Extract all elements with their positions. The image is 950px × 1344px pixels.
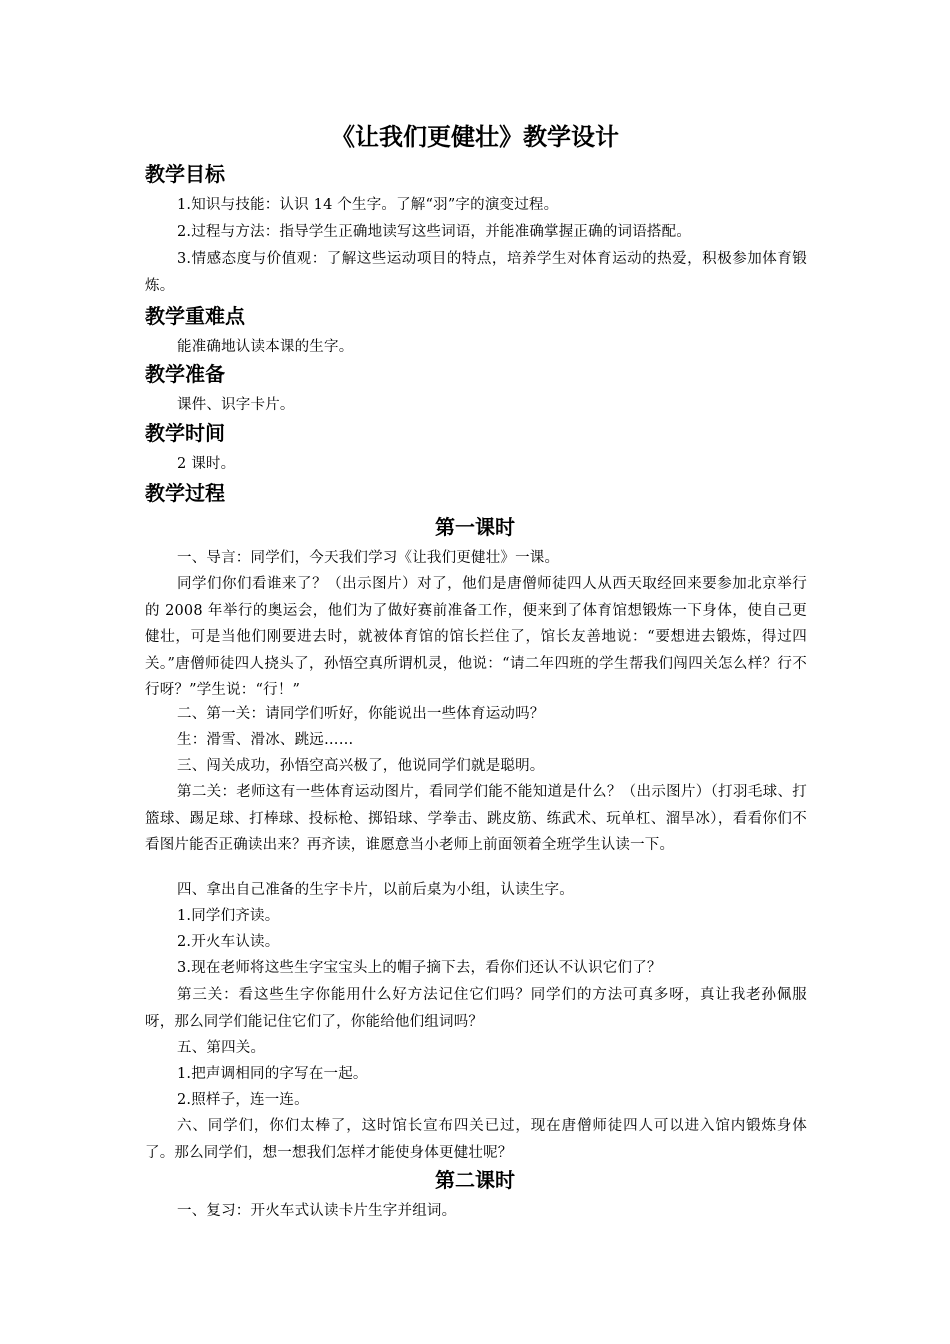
lesson1-paragraph: 二、第一关：请同学们听好，你能说出一些体育运动吗？ <box>177 706 545 722</box>
heading-preparation: 教学准备 <box>145 362 225 386</box>
lesson2-paragraph: 一、复习：开火车式认读卡片生字并组词。 <box>177 1203 457 1219</box>
lesson1-paragraph: 2.开火车认读。 <box>177 934 280 950</box>
heading-key-points: 教学重难点 <box>145 304 245 328</box>
lesson1-paragraph: 1.把声调相同的字写在一起。 <box>177 1066 368 1082</box>
goal-item: 2.过程与方法：指导学生正确地读写这些词语，并能准确掌握正确的词语搭配。 <box>177 224 692 240</box>
goal-item: 1.知识与技能：认识 14 个生字。了解“羽”字的演变过程。 <box>177 197 559 213</box>
heading-process: 教学过程 <box>145 481 225 505</box>
document-title: 《让我们更健壮》教学设计 <box>331 123 619 151</box>
key-points-text: 能准确地认读本课的生字。 <box>177 339 354 355</box>
goal-item: 3.情感态度与价值观：了解这些运动项目的特点，培养学生对体育运动的热爱，积极参加体育锻炼。 <box>145 251 807 294</box>
heading-time: 教学时间 <box>145 421 225 445</box>
lesson2-heading: 第二课时 <box>435 1168 515 1192</box>
lesson1-paragraph: 1.同学们齐读。 <box>177 908 280 924</box>
preparation-text: 课件、识字卡片。 <box>177 397 295 413</box>
lesson1-paragraph: 一、导言：同学们，今天我们学习《让我们更健壮》一课。 <box>177 550 560 566</box>
lesson1-heading: 第一课时 <box>435 515 515 539</box>
lesson1-paragraph: 第三关：看这些生字你能用什么好方法记住它们吗？同学们的方法可真多呀，真让我老孙佩服呀，那么同学们能记住它们了，你能给他们组词吗？ <box>145 987 807 1030</box>
heading-goals: 教学目标 <box>145 162 225 186</box>
lesson1-paragraph: 六、同学们，你们太棒了，这时馆长宣布四关已过，现在唐僧师徒四人可以进入馆内锻炼身体了。那么同学们，想一想我们怎样才能使身体更健壮呢？ <box>145 1118 807 1161</box>
lesson1-paragraph: 第二关：老师这有一些体育运动图片，看同学们能不能知道是什么？（出示图片）（打羽毛球、打篮球、踢足球、打棒球、投标枪、掷铅球、学拳击、跳皮筋、练武术、玩单杠、溜旱冰），看看你们不看图片能否正确读出来？再齐读，谁愿意当小老师上前面领着全班学生认读一下。 <box>145 784 807 853</box>
lesson1-paragraph: 生：滑雪、滑冰、跳远…… <box>177 732 354 748</box>
lesson1-paragraph: 三、闯关成功，孙悟空高兴极了，他说同学们就是聪明。 <box>177 758 545 774</box>
time-text: 2 课时。 <box>177 456 236 472</box>
lesson1-paragraph: 五、第四关。 <box>177 1040 266 1056</box>
lesson1-paragraph: 同学们你们看谁来了？（出示图片）对了，他们是唐僧师徒四人从西天取经回来要参加北京举行的 2008 年举行的奥运会，他们为了做好赛前准备工作，便来到了体育馆想锻炼一下身体，使自己更健壮，可是当他们刚要进去时，就被体育馆的馆长拦住了，馆长友善地说：“要想进去锻炼，得过四关。”唐僧师徒四人挠头了，孙悟空真所谓机灵，他说：“请二年四班的学生帮我们闯四关怎么样？行不行呀？”学生说：“行！” <box>145 576 807 698</box>
lesson1-paragraph: 3.现在老师将这些生字宝宝头上的帽子摘下去，看你们还认不认识它们了？ <box>177 960 662 976</box>
lesson1-paragraph: 四、拿出自己准备的生字卡片，以前后桌为小组，认读生字。 <box>177 882 574 898</box>
lesson1-paragraph: 2.照样子，连一连。 <box>177 1092 309 1108</box>
